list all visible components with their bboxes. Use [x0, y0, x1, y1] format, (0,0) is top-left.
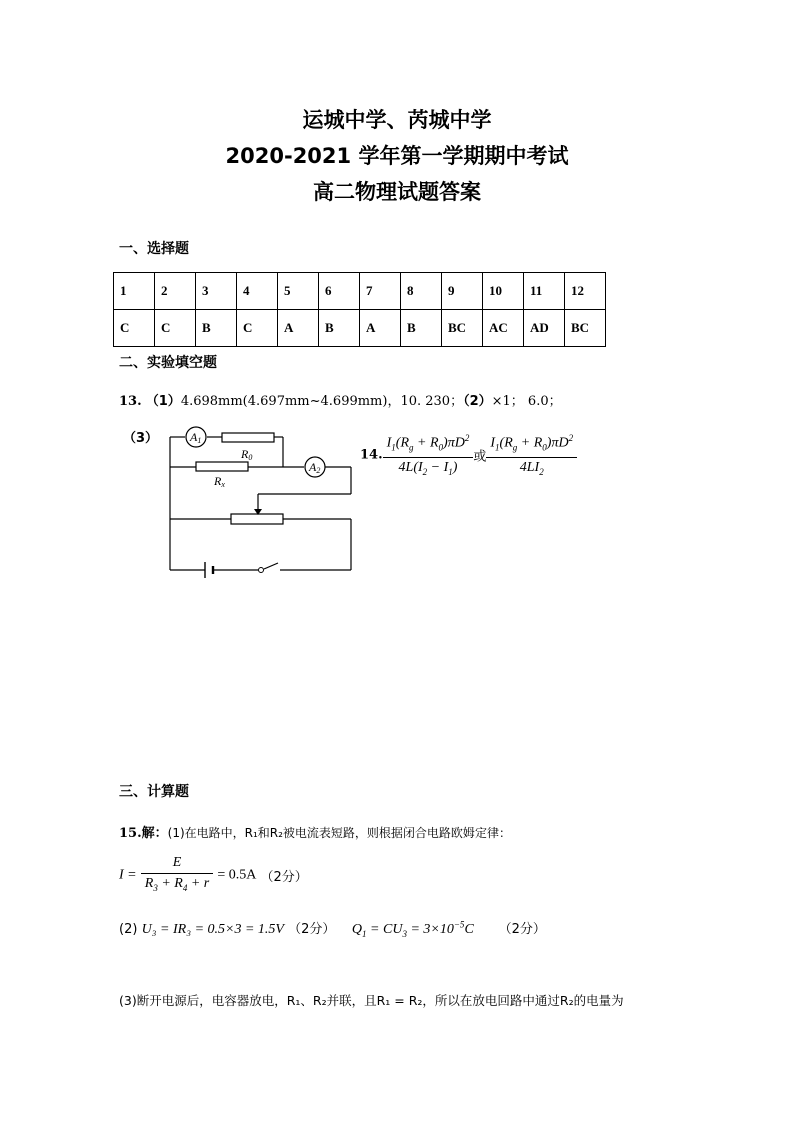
ammeter-a1-label: A [190, 430, 198, 444]
circuit-diagram [160, 420, 360, 580]
answer-table [113, 272, 606, 347]
table-cell: A [360, 310, 401, 347]
section-heading-calculation: 三、计算题 [119, 784, 189, 800]
table-cell: AD [524, 310, 565, 347]
table-cell: 3 [196, 273, 237, 310]
question-number: 13. [119, 394, 142, 409]
table-row-numbers [114, 273, 606, 310]
equation-1-fraction: $\frac{E}{R_3 + R_4 + r}$ [141, 853, 213, 898]
rx-subscript: x [221, 480, 225, 489]
score-note: （2分） [288, 922, 336, 937]
table-cell: C [237, 310, 278, 347]
part1-answer: 4.698mm(4.697mm~4.699mm)，10. 230； [180, 394, 464, 409]
table-cell: AC [483, 310, 524, 347]
switch-contact [259, 568, 264, 573]
table-cell: C [114, 310, 155, 347]
table-cell: 4 [237, 273, 278, 310]
table-cell: 5 [278, 273, 319, 310]
question-number: 14. [360, 447, 383, 463]
part-label: （1） [145, 394, 181, 409]
formula-14b: $\frac{I_1(R_g + R_0)\pi D^2}{4LI_2}$ [486, 428, 577, 482]
table-cell: 10 [483, 273, 524, 310]
section-heading-experiment: 二、实验填空题 [119, 355, 217, 371]
score-note: （2分） [260, 869, 308, 885]
question-13 [119, 390, 562, 409]
table-cell: A [278, 310, 319, 347]
part-label: (2) [119, 922, 138, 937]
rheostat [231, 514, 283, 524]
table-cell: BC [565, 310, 606, 347]
svg-text:R0 [240, 447, 252, 462]
school-title: 运城中学、芮城中学 [302, 108, 492, 132]
rx-label: R [214, 474, 222, 488]
equation-3: $Q_1 = CU_3 = 3\times 10^{-5}C$ [351, 919, 474, 939]
ammeter-a2-label: A [309, 460, 317, 474]
table-cell: BC [442, 310, 483, 347]
equation-1: I = $\frac{E}{R_3 + R_4 + r}$ = 0.5A （2分） [119, 853, 308, 898]
solution-text: (1)在电路中，R₁和R₂被电流表短路，则根据闭合电路欧姆定律： [167, 826, 511, 840]
table-cell: 7 [360, 273, 401, 310]
section-heading-choice: 一、选择题 [119, 241, 189, 257]
solution-label: 解： [141, 826, 168, 841]
equation-2-line [119, 918, 546, 939]
ammeter-a2-subscript: 2 [316, 466, 321, 475]
resistor-rx [196, 462, 248, 471]
table-cell: 9 [442, 273, 483, 310]
question-14 [360, 428, 577, 482]
table-cell: 8 [401, 273, 442, 310]
table-cell: 6 [319, 273, 360, 310]
equation-1-result: = 0.5A [217, 867, 257, 883]
table-cell: B [319, 310, 360, 347]
table-cell: B [196, 310, 237, 347]
table-cell: 1 [114, 273, 155, 310]
ammeter-a1-subscript: 1 [197, 436, 202, 445]
table-cell: C [155, 310, 196, 347]
equation-2: U₃ = IR₃ = 0.5×3 = 1.5V [141, 922, 284, 937]
table-cell: 11 [524, 273, 565, 310]
r0-subscript: 0 [248, 453, 253, 462]
svg-text:A1 [189, 430, 201, 445]
table-cell: B [401, 310, 442, 347]
formula-14a: $\frac{I_1(R_g + R_0)\pi D^2}{4L(I_2 - I_1)}$ [383, 428, 474, 482]
part3-text: (3)断开电源后，电容器放电，R₁、R₂并联，且R₁ = R₂，所以在放电回路中通过R₂的电量为 [119, 993, 624, 1008]
exam-title: 2020-2021 学年第一学期期中考试 [225, 144, 569, 168]
resistor-r0 [222, 433, 274, 442]
part-label: （2） [463, 394, 492, 409]
answer-title: 高二物理试题答案 [313, 180, 481, 204]
or-text: 或 [473, 449, 487, 465]
r0-label: R [241, 447, 249, 461]
table-cell: 12 [565, 273, 606, 310]
table-cell: 2 [155, 273, 196, 310]
part2-answer: ×1； 6.0； [491, 394, 562, 409]
table-row-answers [114, 310, 606, 347]
question-15-intro [119, 822, 511, 841]
score-note: （2分） [498, 922, 546, 937]
question-number: 15. [119, 826, 142, 841]
svg-text:Rx [213, 474, 225, 489]
part3-label: （3） [123, 431, 159, 446]
svg-text:A2 [308, 460, 320, 475]
